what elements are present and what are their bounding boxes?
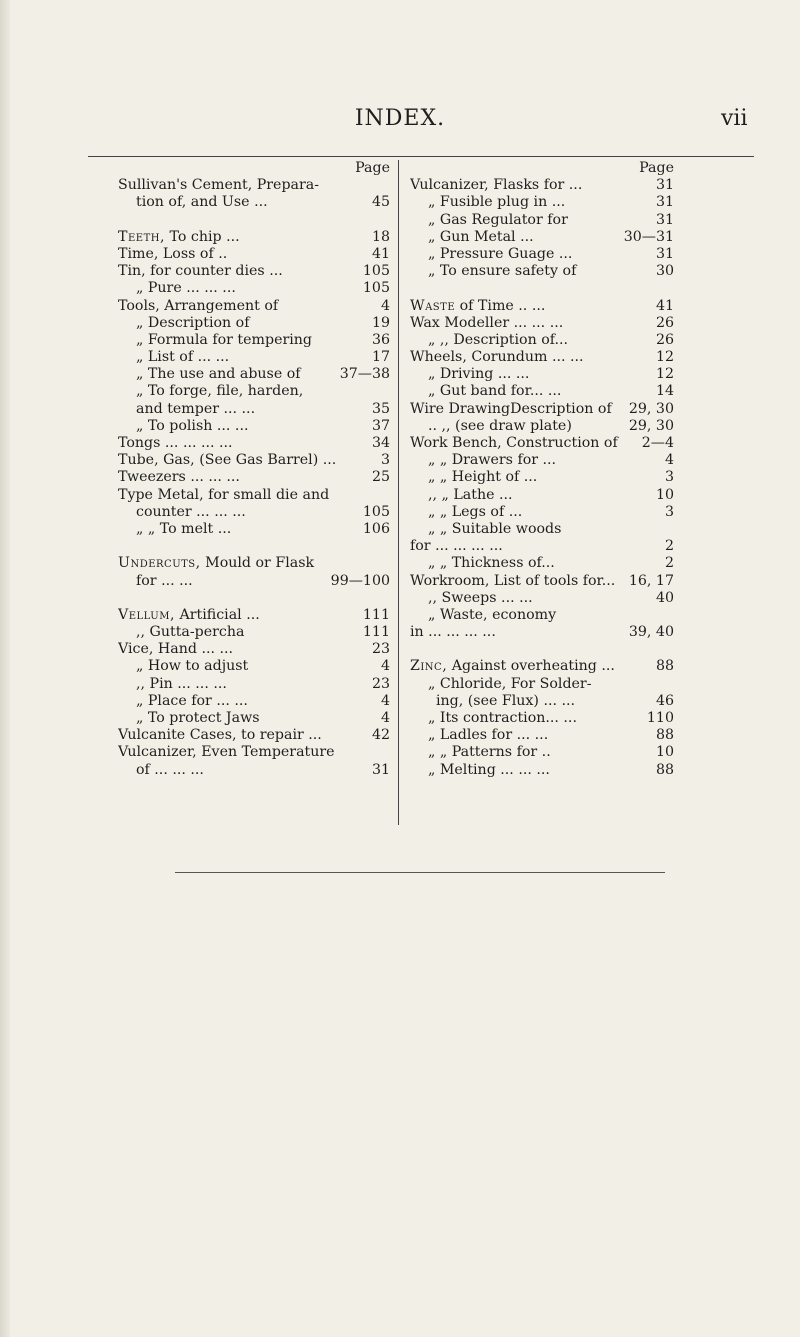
index-entry xyxy=(410,658,674,675)
entry-page: 18 xyxy=(371,228,390,245)
index-entry xyxy=(410,263,674,280)
index-entry xyxy=(118,315,390,332)
index-entry xyxy=(410,504,674,521)
index-entry xyxy=(118,349,390,366)
entry-text xyxy=(410,590,650,607)
entry-text xyxy=(118,469,366,486)
index-column-left xyxy=(118,160,390,779)
entry-text xyxy=(410,194,650,211)
entry-headword: Teeth, xyxy=(118,228,165,245)
index-entry xyxy=(410,418,674,435)
entry-page: 2 xyxy=(664,555,674,572)
heading-spacer xyxy=(118,160,324,177)
entry-label: Type Metal, for small die and xyxy=(118,486,330,503)
entry-page: 88 xyxy=(655,761,674,778)
entry-text xyxy=(118,349,366,366)
index-entry xyxy=(118,693,390,710)
entry-page: 30—31 xyxy=(623,228,674,245)
entry-text xyxy=(410,263,650,280)
entry-label: „ Waste, economy xyxy=(428,606,557,623)
entry-label: Wax Modeller ... ... ... xyxy=(410,314,564,331)
entry-page xyxy=(384,177,390,194)
index-entry xyxy=(410,573,674,590)
entry-headword: Undercuts, xyxy=(118,555,201,572)
page-column-heading-row xyxy=(410,160,674,177)
entry-label: ,, Gutta-percha xyxy=(136,624,245,641)
bottom-rule xyxy=(175,872,665,873)
entry-label: Time, Loss of .. xyxy=(118,245,228,262)
index-entry xyxy=(118,452,390,469)
entry-text xyxy=(118,246,366,263)
index-entry xyxy=(410,727,674,744)
column-separator xyxy=(398,160,399,825)
entry-page: 39, 40 xyxy=(628,624,674,641)
index-entry xyxy=(410,194,674,211)
entry-text xyxy=(118,315,366,332)
entry-page: 3 xyxy=(664,503,674,520)
entry-page: 31 xyxy=(655,177,674,194)
entry-label: „ „ Height of ... xyxy=(428,469,538,486)
entry-label: counter ... ... ... xyxy=(136,503,246,520)
index-entry xyxy=(118,332,390,349)
entry-page: 19 xyxy=(371,314,390,331)
entry-text xyxy=(410,452,659,469)
entry-page: 4 xyxy=(380,658,390,675)
entry-label: Mould or Flask xyxy=(200,555,315,572)
index-entry xyxy=(410,452,674,469)
entry-label: ,, Sweeps ... ... xyxy=(428,589,533,606)
entry-label: and temper ... ... xyxy=(136,400,256,417)
index-entry xyxy=(118,710,390,727)
index-entry xyxy=(118,435,390,452)
index-entry xyxy=(118,229,390,246)
entry-text xyxy=(118,487,384,504)
index-entry xyxy=(410,298,674,315)
entry-page: 25 xyxy=(371,469,390,486)
entry-text xyxy=(410,315,650,332)
entry-page: 26 xyxy=(655,314,674,331)
index-entry xyxy=(118,418,390,435)
index-entry xyxy=(410,401,674,418)
entry-page: 3 xyxy=(380,452,390,469)
index-entry xyxy=(410,229,674,246)
index-entry xyxy=(118,263,390,280)
entry-text xyxy=(410,298,650,315)
index-entry xyxy=(118,246,390,263)
entry-text xyxy=(410,246,650,263)
entry-page: 46 xyxy=(655,692,674,709)
entry-label: „ „ Legs of ... xyxy=(428,503,523,520)
entry-page: 106 xyxy=(362,520,390,537)
entry-page xyxy=(668,607,674,624)
entry-text xyxy=(118,641,366,658)
entry-label: Vulcanite Cases, to repair ... xyxy=(118,727,322,744)
entry-text xyxy=(118,676,366,693)
entry-page: 26 xyxy=(655,331,674,348)
entry-label: „ „ Drawers for ... xyxy=(428,452,557,469)
entry-text xyxy=(118,555,384,572)
entry-page: 10 xyxy=(655,744,674,761)
entry-page: 105 xyxy=(362,263,390,280)
entry-text xyxy=(410,538,659,555)
entry-page: 42 xyxy=(371,727,390,744)
index-entry xyxy=(118,676,390,693)
entry-page: 2—4 xyxy=(641,435,674,451)
entry-gap xyxy=(410,641,674,658)
entry-label: „ How to adjust xyxy=(136,658,249,675)
entry-page: 16, 17 xyxy=(628,572,674,589)
entry-text xyxy=(410,383,650,400)
index-entry xyxy=(410,366,674,383)
entry-page: 41 xyxy=(655,297,674,314)
index-entry xyxy=(410,487,674,504)
entry-label: Wheels, Corundum ... ... xyxy=(410,349,584,366)
entry-text xyxy=(410,607,668,624)
entry-text xyxy=(410,573,623,590)
heading-spacer xyxy=(410,160,608,177)
entry-page xyxy=(384,744,390,761)
entry-label: „ List of ... ... xyxy=(136,349,230,366)
entry-page: 105 xyxy=(362,280,390,297)
index-entry xyxy=(118,401,390,418)
entry-text xyxy=(410,229,618,246)
entry-page: 111 xyxy=(362,606,390,623)
index-entry xyxy=(118,177,390,194)
entry-page: 88 xyxy=(655,658,674,675)
entry-page xyxy=(384,383,390,400)
entry-label: Tongs ... ... ... ... xyxy=(118,435,233,451)
entry-label: Wire DrawingDescription of xyxy=(410,400,612,417)
index-entry xyxy=(118,624,390,641)
entry-page: 45 xyxy=(371,194,390,211)
entry-text xyxy=(118,383,384,400)
entry-text xyxy=(410,469,659,486)
entry-text xyxy=(410,693,650,710)
index-entry xyxy=(410,349,674,366)
entry-gap xyxy=(118,212,390,229)
entry-page: 4 xyxy=(380,297,390,314)
entry-page: 88 xyxy=(655,727,674,744)
index-entry xyxy=(410,762,674,779)
entry-label: .. ,, (see draw plate) xyxy=(428,417,572,434)
index-entry xyxy=(410,435,674,452)
entry-text xyxy=(118,504,357,521)
index-entry xyxy=(410,744,674,761)
entry-page: 31 xyxy=(655,245,674,262)
entry-text xyxy=(410,435,636,452)
entry-label: Vice, Hand ... ... xyxy=(118,641,234,658)
page-title: INDEX. xyxy=(354,106,446,131)
entry-page: 37—38 xyxy=(339,366,390,383)
entry-label: in ... ... ... ... xyxy=(410,624,496,641)
index-entry xyxy=(410,469,674,486)
entry-label: „ Gut band for... ... xyxy=(428,383,562,400)
index-entry xyxy=(410,555,674,572)
entry-label: of ... ... ... xyxy=(136,761,204,778)
entry-text xyxy=(118,298,375,315)
entry-label: „ Melting ... ... ... xyxy=(428,761,550,778)
entry-text xyxy=(118,762,366,779)
index-entry xyxy=(410,607,674,624)
entry-label: „ Description of xyxy=(136,314,250,331)
entry-page: 29, 30 xyxy=(628,417,674,434)
entry-headword: Waste xyxy=(410,297,456,314)
entry-text xyxy=(410,487,650,504)
entry-label: Tweezers ... ... ... xyxy=(118,469,240,486)
entry-label: To chip ... xyxy=(164,228,240,245)
entry-label: Workroom, List of tools for... xyxy=(410,572,616,589)
entry-text xyxy=(410,401,623,418)
entry-text xyxy=(410,555,659,572)
entry-label: ,, Pin ... ... ... xyxy=(136,675,227,692)
entry-text xyxy=(410,676,668,693)
entry-text xyxy=(410,521,668,538)
index-entry xyxy=(118,727,390,744)
index-entry xyxy=(118,366,390,383)
entry-label: „ Driving ... ... xyxy=(428,366,530,383)
entry-label: Artificial ... xyxy=(174,606,260,623)
entry-label: „ Gun Metal ... xyxy=(428,228,534,245)
entry-page: 14 xyxy=(655,383,674,400)
index-entry xyxy=(118,555,390,572)
entry-label: Tools, Arrangement of xyxy=(118,297,279,314)
entry-text xyxy=(410,762,650,779)
index-entry xyxy=(118,521,390,538)
index-entry xyxy=(410,590,674,607)
index-entry xyxy=(118,504,390,521)
index-entry xyxy=(410,624,674,641)
entry-text xyxy=(118,573,325,590)
page-column-heading: Page xyxy=(355,160,390,176)
index-entry xyxy=(118,658,390,675)
entry-text xyxy=(118,194,366,211)
entry-page: 37 xyxy=(371,417,390,434)
index-entry xyxy=(410,383,674,400)
entry-page xyxy=(668,676,674,693)
entry-text xyxy=(118,727,366,744)
index-entry xyxy=(118,383,390,400)
entry-text xyxy=(118,624,357,641)
entry-label: „ The use and abuse of xyxy=(136,366,301,383)
index-entry xyxy=(118,280,390,297)
entry-page xyxy=(384,487,390,504)
index-entry xyxy=(118,469,390,486)
index-entry xyxy=(410,521,674,538)
index-entry xyxy=(410,177,674,194)
entry-label: Vulcanizer, Even Temperature xyxy=(118,744,335,761)
entry-label: „ Chloride, For Solder- xyxy=(428,675,592,692)
entry-text xyxy=(118,418,366,435)
entry-text xyxy=(410,212,650,229)
top-rule xyxy=(88,156,754,157)
entry-label: for ... ... xyxy=(136,572,193,589)
entry-text xyxy=(118,521,357,538)
entry-text xyxy=(410,366,650,383)
entry-page: 99—100 xyxy=(330,572,390,589)
index-entry xyxy=(118,641,390,658)
index-entry xyxy=(118,607,390,624)
index-entry xyxy=(410,710,674,727)
entry-text xyxy=(118,366,334,383)
entry-text xyxy=(118,710,375,727)
index-entry xyxy=(118,762,390,779)
entry-label: „ Pure ... ... ... xyxy=(136,280,236,297)
index-entry xyxy=(410,246,674,263)
entry-headword: Vellum, xyxy=(118,606,175,623)
entry-text xyxy=(118,435,366,452)
entry-gap xyxy=(118,590,390,607)
entry-label: ing, (see Flux) ... ... xyxy=(436,692,576,709)
entry-page: 30 xyxy=(655,263,674,280)
entry-page: 23 xyxy=(371,675,390,692)
entry-page: 35 xyxy=(371,400,390,417)
entry-gap xyxy=(410,280,674,297)
entry-label: Tube, Gas, (See Gas Barrel) ... xyxy=(118,452,337,469)
entry-label: „ To polish ... ... xyxy=(136,417,249,434)
entry-text xyxy=(118,693,375,710)
index-entry xyxy=(118,573,390,590)
entry-gap xyxy=(118,538,390,555)
entry-label: ,, „ Lathe ... xyxy=(428,486,513,503)
entry-label: „ Ladles for ... ... xyxy=(428,727,549,744)
entry-page: 110 xyxy=(646,710,674,726)
index-entry xyxy=(118,487,390,504)
entry-page: 4 xyxy=(380,692,390,709)
entry-page: 2 xyxy=(664,538,674,555)
entry-text xyxy=(118,452,375,469)
entry-page: 105 xyxy=(362,503,390,520)
index-entry xyxy=(118,744,390,761)
entry-text xyxy=(410,744,650,761)
entry-text xyxy=(118,332,366,349)
entry-label: „ To forge, file, harden, xyxy=(136,383,304,400)
entry-page: 17 xyxy=(371,349,390,366)
index-entry xyxy=(410,332,674,349)
entry-label: for ... ... ... ... xyxy=(410,538,503,555)
page-spine-shadow xyxy=(0,0,10,1337)
entry-label: „ Pressure Guage ... xyxy=(428,245,573,262)
page-number: vii xyxy=(721,106,748,131)
entry-label: „ Place for ... ... xyxy=(136,692,248,709)
entry-label: „ „ Thickness of... xyxy=(428,555,555,572)
entry-label: „ To ensure safety of xyxy=(428,263,577,280)
entry-page: 34 xyxy=(371,435,390,451)
entry-page: 31 xyxy=(371,761,390,778)
entry-text xyxy=(118,229,366,246)
entry-page: 41 xyxy=(371,245,390,262)
entry-page: 40 xyxy=(655,589,674,606)
entry-label: tion of, and Use ... xyxy=(136,194,268,211)
entry-label: „ „ Patterns for .. xyxy=(428,744,551,761)
index-entry xyxy=(410,212,674,229)
entry-label: Work Bench, Construction of xyxy=(410,435,618,451)
entry-page: 29, 30 xyxy=(628,400,674,417)
entry-label: Sullivan's Cement, Prepara- xyxy=(118,177,320,194)
entry-text xyxy=(118,607,357,624)
entry-page xyxy=(668,521,674,538)
entry-page: 31 xyxy=(655,211,674,228)
index-entry xyxy=(410,693,674,710)
entry-page: 23 xyxy=(371,641,390,658)
entry-label: Vulcanizer, Flasks for ... xyxy=(410,177,583,194)
entry-page: 111 xyxy=(362,624,390,641)
entry-label: Against overheating ... xyxy=(447,658,615,675)
index-entry xyxy=(118,194,390,211)
index-entry xyxy=(118,298,390,315)
index-column-right xyxy=(410,160,674,779)
entry-headword: Zinc, xyxy=(410,658,448,675)
entry-label: „ „ Suitable woods xyxy=(428,520,562,537)
entry-text xyxy=(118,658,375,675)
entry-label: „ ,, Description of... xyxy=(428,331,569,348)
entry-text xyxy=(410,349,650,366)
entry-page xyxy=(384,555,390,572)
entry-text xyxy=(410,710,641,727)
entry-label: „ „ To melt ... xyxy=(136,520,232,537)
entry-text xyxy=(410,504,659,521)
entry-page: 36 xyxy=(371,331,390,348)
entry-page: 4 xyxy=(664,452,674,469)
entry-text xyxy=(118,401,366,418)
page-column-heading-row xyxy=(118,160,390,177)
entry-label: „ Its contraction... ... xyxy=(428,710,577,726)
entry-page: 31 xyxy=(655,194,674,211)
entry-label: Tin, for counter dies ... xyxy=(118,263,283,280)
page-column-heading: Page xyxy=(639,160,674,176)
entry-page: 3 xyxy=(664,469,674,486)
entry-text xyxy=(410,332,650,349)
entry-page: 12 xyxy=(655,349,674,366)
entry-text xyxy=(410,177,650,194)
entry-label: „ Gas Regulator for xyxy=(428,211,568,228)
entry-page: 12 xyxy=(655,366,674,383)
entry-text xyxy=(410,727,650,744)
entry-text xyxy=(410,658,650,675)
entry-label: „ Fusible plug in ... xyxy=(428,194,566,211)
entry-page: 4 xyxy=(380,710,390,726)
entry-page: 10 xyxy=(655,486,674,503)
index-entry xyxy=(410,538,674,555)
entry-text xyxy=(410,418,623,435)
index-entry xyxy=(410,315,674,332)
entry-label: „ Formula for tempering xyxy=(136,331,312,348)
entry-text xyxy=(118,177,384,194)
entry-text xyxy=(410,624,623,641)
entry-text xyxy=(118,744,384,761)
index-entry xyxy=(410,676,674,693)
entry-text xyxy=(118,263,357,280)
entry-label: of Time .. ... xyxy=(455,297,546,314)
entry-text xyxy=(118,280,357,297)
entry-label: „ To protect Jaws xyxy=(136,710,260,726)
